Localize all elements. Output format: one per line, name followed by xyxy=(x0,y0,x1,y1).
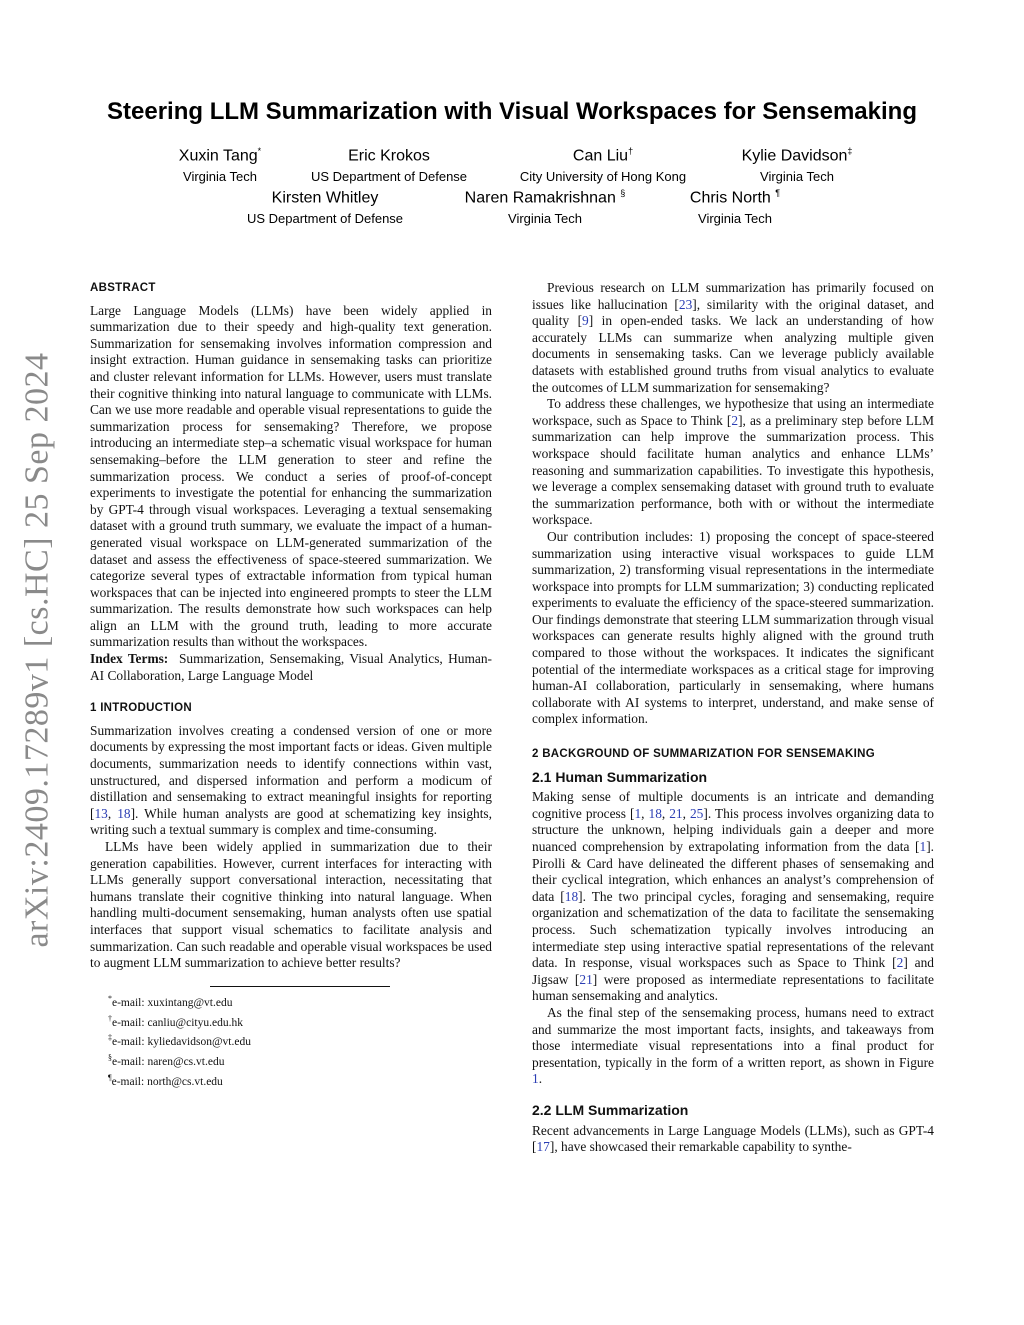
footnote: †e-mail: canliu@cityu.edu.hk xyxy=(108,1013,243,1029)
abstract-heading: ABSTRACT xyxy=(90,282,156,294)
index-terms: Index Terms: Summarization, Sensemaking, Visual Analytics, Human-AI Collaboration, Large Language Model xyxy=(90,651,492,683)
author-name: Can Liu† xyxy=(572,146,634,165)
author-affiliation: City University of Hong Kong xyxy=(519,169,687,185)
figure-link[interactable]: 1 xyxy=(532,1071,539,1087)
footnote-divider xyxy=(210,986,390,987)
author-block xyxy=(230,188,420,226)
author-affiliation: Virginia Tech xyxy=(760,169,834,185)
citation-link[interactable]: 17 xyxy=(536,1139,550,1155)
author-name: Eric Krokos xyxy=(348,147,430,165)
author-affiliation: US Department of Defense xyxy=(246,211,404,227)
right-paragraph-2: To address these challenges, we hypothesize that using an intermediate workspace, such as Space to Think [2], as a preliminary step before LLM summarization can help improve the summarization process. This workspace should facilitate human analytics and enhance LLMs’ reasoning and summarization capabilities. To investigate this hypothesis, we leverage a complex sensemaking dataset with ground truth to evaluate the summarization performance, both with or without the intermediate workspace. xyxy=(532,396,934,528)
author-affiliation: Virginia Tech xyxy=(183,169,257,185)
citation-link[interactable]: 13 xyxy=(94,805,108,821)
citation-link[interactable]: 23 xyxy=(678,296,693,312)
contribution-paragraph: Our contribution includes: 1) proposing the concept of space-steered summarization using interactive visual workspaces to guide LLM summarization, 2) transforming visual representations in the intermediate workspace into prompts for LLM summarization; 3) conducting replicated experiments to evaluate the efficiency of the space-steered summarization. Our findings demonstrate that steering LLM summarization through visual workspaces can generate results highly aligned with the ground truth compared to those without the workspaces. It indicates the significant potential of the intermediate workspaces as a critical stage for improving human-AI collaboration, particularly in sensemaking, where humans collaborate with AI systems to interpret, understand, and make sense of complex information. xyxy=(532,528,934,727)
citation-link[interactable]: 2 xyxy=(731,412,739,428)
author-name: Kylie Davidson‡ xyxy=(741,146,853,165)
author-block xyxy=(670,188,800,226)
footnotes xyxy=(108,991,492,1090)
author-name: Kirsten Whitley xyxy=(271,189,379,207)
citation-link[interactable]: 18 xyxy=(564,888,579,904)
section-2-1-heading: 2.1 Human Summarization xyxy=(532,768,708,785)
author-block xyxy=(498,146,708,184)
citation-link[interactable]: 9 xyxy=(582,313,589,329)
citation-link[interactable]: 21 xyxy=(579,971,593,987)
author-name: Xuxin Tang* xyxy=(178,146,262,165)
footnote: *e-mail: xuxintang@vt.edu xyxy=(108,993,233,1009)
footnote: ¶e-mail: north@cs.vt.edu xyxy=(108,1073,223,1088)
paper-title: Steering LLM Summarization with Visual Workspaces for Sensemaking xyxy=(107,98,917,125)
section-2-heading: 2 BACKGROUND OF SUMMARIZATION FOR SENSEMAKING xyxy=(532,748,875,761)
citation-link[interactable]: 21 xyxy=(669,805,683,821)
final-step-paragraph: As the final step of the sensemaking process, humans need to extract and summarize the most important facts, insights, and takeaways from those intermediate visual representations into a final product for presentation, typically in the form of a written report, as shown in Figure 1. xyxy=(532,1004,934,1087)
right-column xyxy=(532,280,934,1156)
intro-paragraph-2: LLMs have been widely applied in summarization due to their generation capabilities. However, current interfaces for interacting with LLMs generally support conversational interaction, necessitating that humans translate their cognitive thinking into natural language. When handling multi-document sensemaking, human analysts often use spatial interfaces that support visual schematics to facilitate analysis and summarization. Can such readable and operable visual workspaces be used to augment LLM summarization to achieve better results? xyxy=(90,839,492,971)
right-paragraph-1: Previous research on LLM summarization has primarily focused on issues like hallucination [23], similarity with the original dataset, and quality [9] in open-ended tasks. We lack an understanding of how accurately LLMs can summarize when analyzing multiple given documents in sensemaking tasks. Can we leverage publicly available datasets with established ground truths from visual analytics to evaluate the outcomes of LLM summarization for sensemaking? xyxy=(532,280,934,395)
author-block xyxy=(150,146,290,184)
author-name: Naren Ramakrishnan § xyxy=(464,188,626,207)
human-summarization-paragraph: Making sense of multiple documents is an intricate and demanding cognitive process [1, 18, 21, 25]. This process involves organizing data to structure the unknown, helping individuals gain a deeper and more nuanced comprehension by extrapolating information from the data [1]. Pirolli & Card have delineated the different phases of sensemaking and their cyclical integration, which enhances an analyst’s comprehension of data [18]. The two principal cycles, foraging and sensemaking, require organization and schematization of the data to facilitate the sensemaking process. Such schematization typically involves introducing an intermediate step using interactive spatial representations of the relevant data. In response, visual workspaces such as Space to Think [2] and Jigsaw [21] were proposed as intermediate representations to facilitate human sensemaking and analytics. xyxy=(532,789,935,1004)
author-block xyxy=(722,146,872,184)
intro-paragraph-1: Summarization involves creating a condensed version of one or more documents by expressing the most important facts or ideas. Given multiple documents, summarization needs to identify connections within vast, unstructured, and dispersed information and perform a modicum of distillation and sensemaking to extract meaningful insights for reporting [13, 18]. While human analysts are good at schematizing key insights, writing such a textual summary is complex and time-consuming. xyxy=(90,722,492,838)
citation-link[interactable]: 25 xyxy=(689,805,704,821)
footnote: ‡e-mail: kyliedavidson@vt.edu xyxy=(108,1033,251,1049)
arxiv-stamp xyxy=(8,350,68,950)
author-block xyxy=(450,188,640,226)
citation-link[interactable]: 1 xyxy=(919,839,927,854)
left-column xyxy=(90,280,492,1090)
citation-link[interactable]: 1 xyxy=(634,805,642,821)
section-2-2-heading: 2.2 LLM Summarization xyxy=(532,1101,689,1118)
author-affiliation: US Department of Defense xyxy=(310,169,468,185)
citation-link[interactable]: 18 xyxy=(648,805,662,821)
citation-link[interactable]: 18 xyxy=(117,805,131,821)
author-affiliation: Virginia Tech xyxy=(508,211,582,227)
citation-link[interactable]: 2 xyxy=(896,955,904,971)
section-1-heading: 1 INTRODUCTION xyxy=(90,702,192,715)
author-name: Chris North ¶ xyxy=(689,188,781,207)
footnote: §e-mail: naren@cs.vt.edu xyxy=(108,1053,225,1069)
author-block xyxy=(294,146,484,184)
abstract-text: Large Language Models (LLMs) have been widely applied in summarization due to their speedy and high-quality text generation. Summarization for sensemaking involves information compression and insight extraction. Human guidance in sensemaking tasks can prioritize and cluster relevant information for LLMs. However, users must translate their cognitive thinking into natural language to communicate with LLMs. Can we use more readable and operable visual representations to guide the summarization process for sensemaking? Therefore, we propose introducing an intermediate step–a schematic visual workspace for human sensemaking–before the LLM generation to steer and refine the summarization process. We conduct a series of proof-of-concept experiments to investigate the potential for enhancing the summarization by GPT-4 through visual workspaces. Leveraging a textual sensemaking dataset with a ground truth summary, we evaluate the impact of a human-generated visual workspace on LLM-generated summarization of the dataset and assess the effectiveness of space-steered summarization. We categorize several types of extractable information from typical human workspaces that can be injected into engineered prompts to steer the LLM summarization. The results demonstrate how such workspaces can help align an LLM with the ground truth, leading to more accurate summarization results than without the workspaces. xyxy=(90,302,492,650)
author-affiliation: Virginia Tech xyxy=(698,211,772,227)
arxiv-identifier: arXiv:2409.17289v1 [cs.HC] 25 Sep 2024 xyxy=(19,352,56,948)
llm-summarization-paragraph: Recent advancements in Large Language Models (LLMs), such as GPT-4 [17], have showcased their remarkable capability to synthe- xyxy=(532,1122,934,1155)
